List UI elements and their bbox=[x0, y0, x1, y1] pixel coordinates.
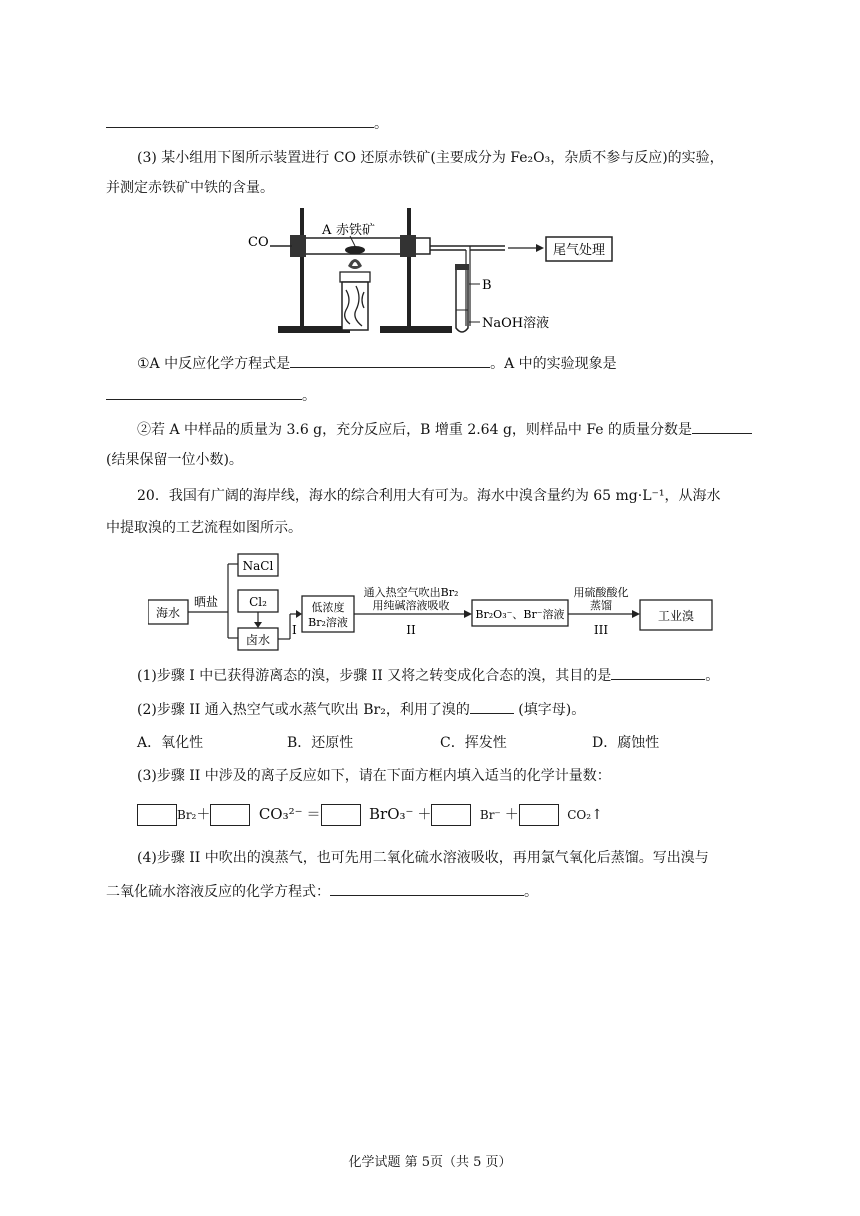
left-clamp bbox=[290, 235, 306, 257]
left-stand-rod bbox=[300, 208, 304, 328]
equation-blank[interactable] bbox=[290, 352, 490, 368]
coefficient-box-co3[interactable] bbox=[210, 804, 250, 826]
question-3-text-cont: 并测定赤铁矿中铁的含量。 bbox=[106, 180, 274, 196]
phenomenon-blank[interactable] bbox=[106, 384, 302, 400]
question-20-2: (2)步骤 II 通入热空气或水蒸气吹出 Br₂，利用了溴的 (填字母)。 bbox=[137, 698, 585, 720]
ionic-equation: Br₂＋ CO₃²⁻ ＝ BrO₃⁻ ＋ Br⁻ ＋ CO₂↑ bbox=[137, 802, 603, 827]
bromine-extraction-flowchart bbox=[148, 552, 716, 652]
question-3-2-cont: (结果保留一位小数)。 bbox=[106, 452, 243, 468]
step-2-label: II bbox=[406, 623, 416, 637]
low-br2-label-2: Br₂溶液 bbox=[308, 616, 348, 629]
right-clamp bbox=[400, 235, 416, 257]
alcohol-lamp bbox=[342, 282, 368, 330]
b-label: B bbox=[482, 278, 492, 293]
question-20-4: (4)步骤 II 中吹出的溴蒸气，也可先用二氧化硫水溶液吸收，再用氯气氧化后蒸馏。写出溴与 bbox=[137, 850, 709, 866]
question-20-4-cont: 二氧化硫水溶液反应的化学方程式： 。 bbox=[106, 880, 538, 902]
question-20-text-cont: 中提取溴的工艺流程如图所示。 bbox=[106, 520, 302, 536]
option-c[interactable]: C．挥发性 bbox=[440, 735, 507, 751]
brine-label: 卤水 bbox=[245, 633, 271, 647]
right-stand-base bbox=[380, 326, 452, 333]
question-20-3: (3)步骤 II 中涉及的离子反应如下，请在下面方框内填入适当的化学计量数： bbox=[137, 768, 611, 784]
ore-sample bbox=[345, 246, 365, 254]
question-20-text: 20．我国有广阔的海岸线，海水的综合利用大有可为。海水中溴含量约为 65 mg·L⁻¹，从海水 bbox=[137, 488, 721, 504]
answer-line-previous: 。 bbox=[106, 112, 388, 134]
question-3-text: (3) 某小组用下图所示装置进行 CO 还原赤铁矿(主要成分为 Fe₂O₃，杂质不参与反应)的实验， bbox=[137, 150, 724, 166]
ore-label: 赤铁矿 bbox=[336, 223, 376, 238]
tail-gas-label: 尾气处理 bbox=[552, 243, 606, 258]
question-3-1-cont: 。 bbox=[106, 384, 316, 406]
sun-salt-label: 晒盐 bbox=[193, 595, 219, 609]
co-reduction-apparatus-diagram bbox=[240, 200, 620, 340]
coefficient-box-br2[interactable] bbox=[137, 804, 177, 826]
coefficient-box-co2[interactable] bbox=[519, 804, 559, 826]
so2-equation-blank[interactable] bbox=[330, 880, 524, 896]
step-3-top-2: 蒸馏 bbox=[590, 599, 612, 612]
tube-stopper bbox=[455, 264, 469, 270]
naoh-label: NaOH溶液 bbox=[482, 316, 550, 331]
purpose-blank[interactable] bbox=[611, 664, 705, 680]
step-3-top-1: 用硫酸酸化 bbox=[573, 586, 629, 599]
step-3-label: III bbox=[593, 623, 609, 637]
co-label: CO bbox=[248, 235, 269, 250]
mix-solution-label: Br₂O₃⁻、Br⁻溶液 bbox=[475, 608, 565, 621]
coefficient-box-br[interactable] bbox=[431, 804, 471, 826]
cl2-label: Cl₂ bbox=[249, 595, 267, 609]
fe-fraction-blank[interactable] bbox=[692, 418, 752, 434]
seawater-label: 海水 bbox=[155, 606, 181, 620]
option-b[interactable]: B．还原性 bbox=[287, 735, 354, 751]
low-br2-label-1: 低浓度 bbox=[311, 601, 345, 614]
left-stand-base bbox=[278, 326, 350, 333]
step-2-top-2: 用纯碱溶液吸收 bbox=[372, 599, 450, 612]
question-20-1: (1)步骤 I 中已获得游离态的溴，步骤 II 又将之转变成化合态的溴，其目的是 。 bbox=[137, 664, 719, 686]
option-a[interactable]: A．氧化性 bbox=[137, 735, 204, 751]
option-d[interactable]: D．腐蚀性 bbox=[592, 735, 660, 751]
property-blank[interactable] bbox=[470, 698, 514, 714]
question-3-1: ①A 中反应化学方程式是 。A 中的实验现象是 bbox=[137, 352, 617, 374]
industrial-br-label: 工业溴 bbox=[657, 609, 695, 623]
lamp-top bbox=[340, 272, 370, 282]
nacl-label: NaCl bbox=[242, 559, 274, 573]
coefficient-box-bro3[interactable] bbox=[321, 804, 361, 826]
step-2-top-1: 通入热空气吹出Br₂ bbox=[363, 586, 459, 599]
page-footer: 化学试题 第 5页（共 5 页） bbox=[348, 1155, 512, 1170]
question-3-2: ②若 A 中样品的质量为 3.6 g，充分反应后，B 增重 2.64 g，则样品中 Fe 的质量分数是 bbox=[137, 418, 752, 440]
step-1-label: I bbox=[292, 623, 297, 637]
a-label: A bbox=[322, 223, 332, 238]
right-stand-rod bbox=[407, 208, 411, 328]
answer-blank[interactable] bbox=[106, 112, 374, 128]
